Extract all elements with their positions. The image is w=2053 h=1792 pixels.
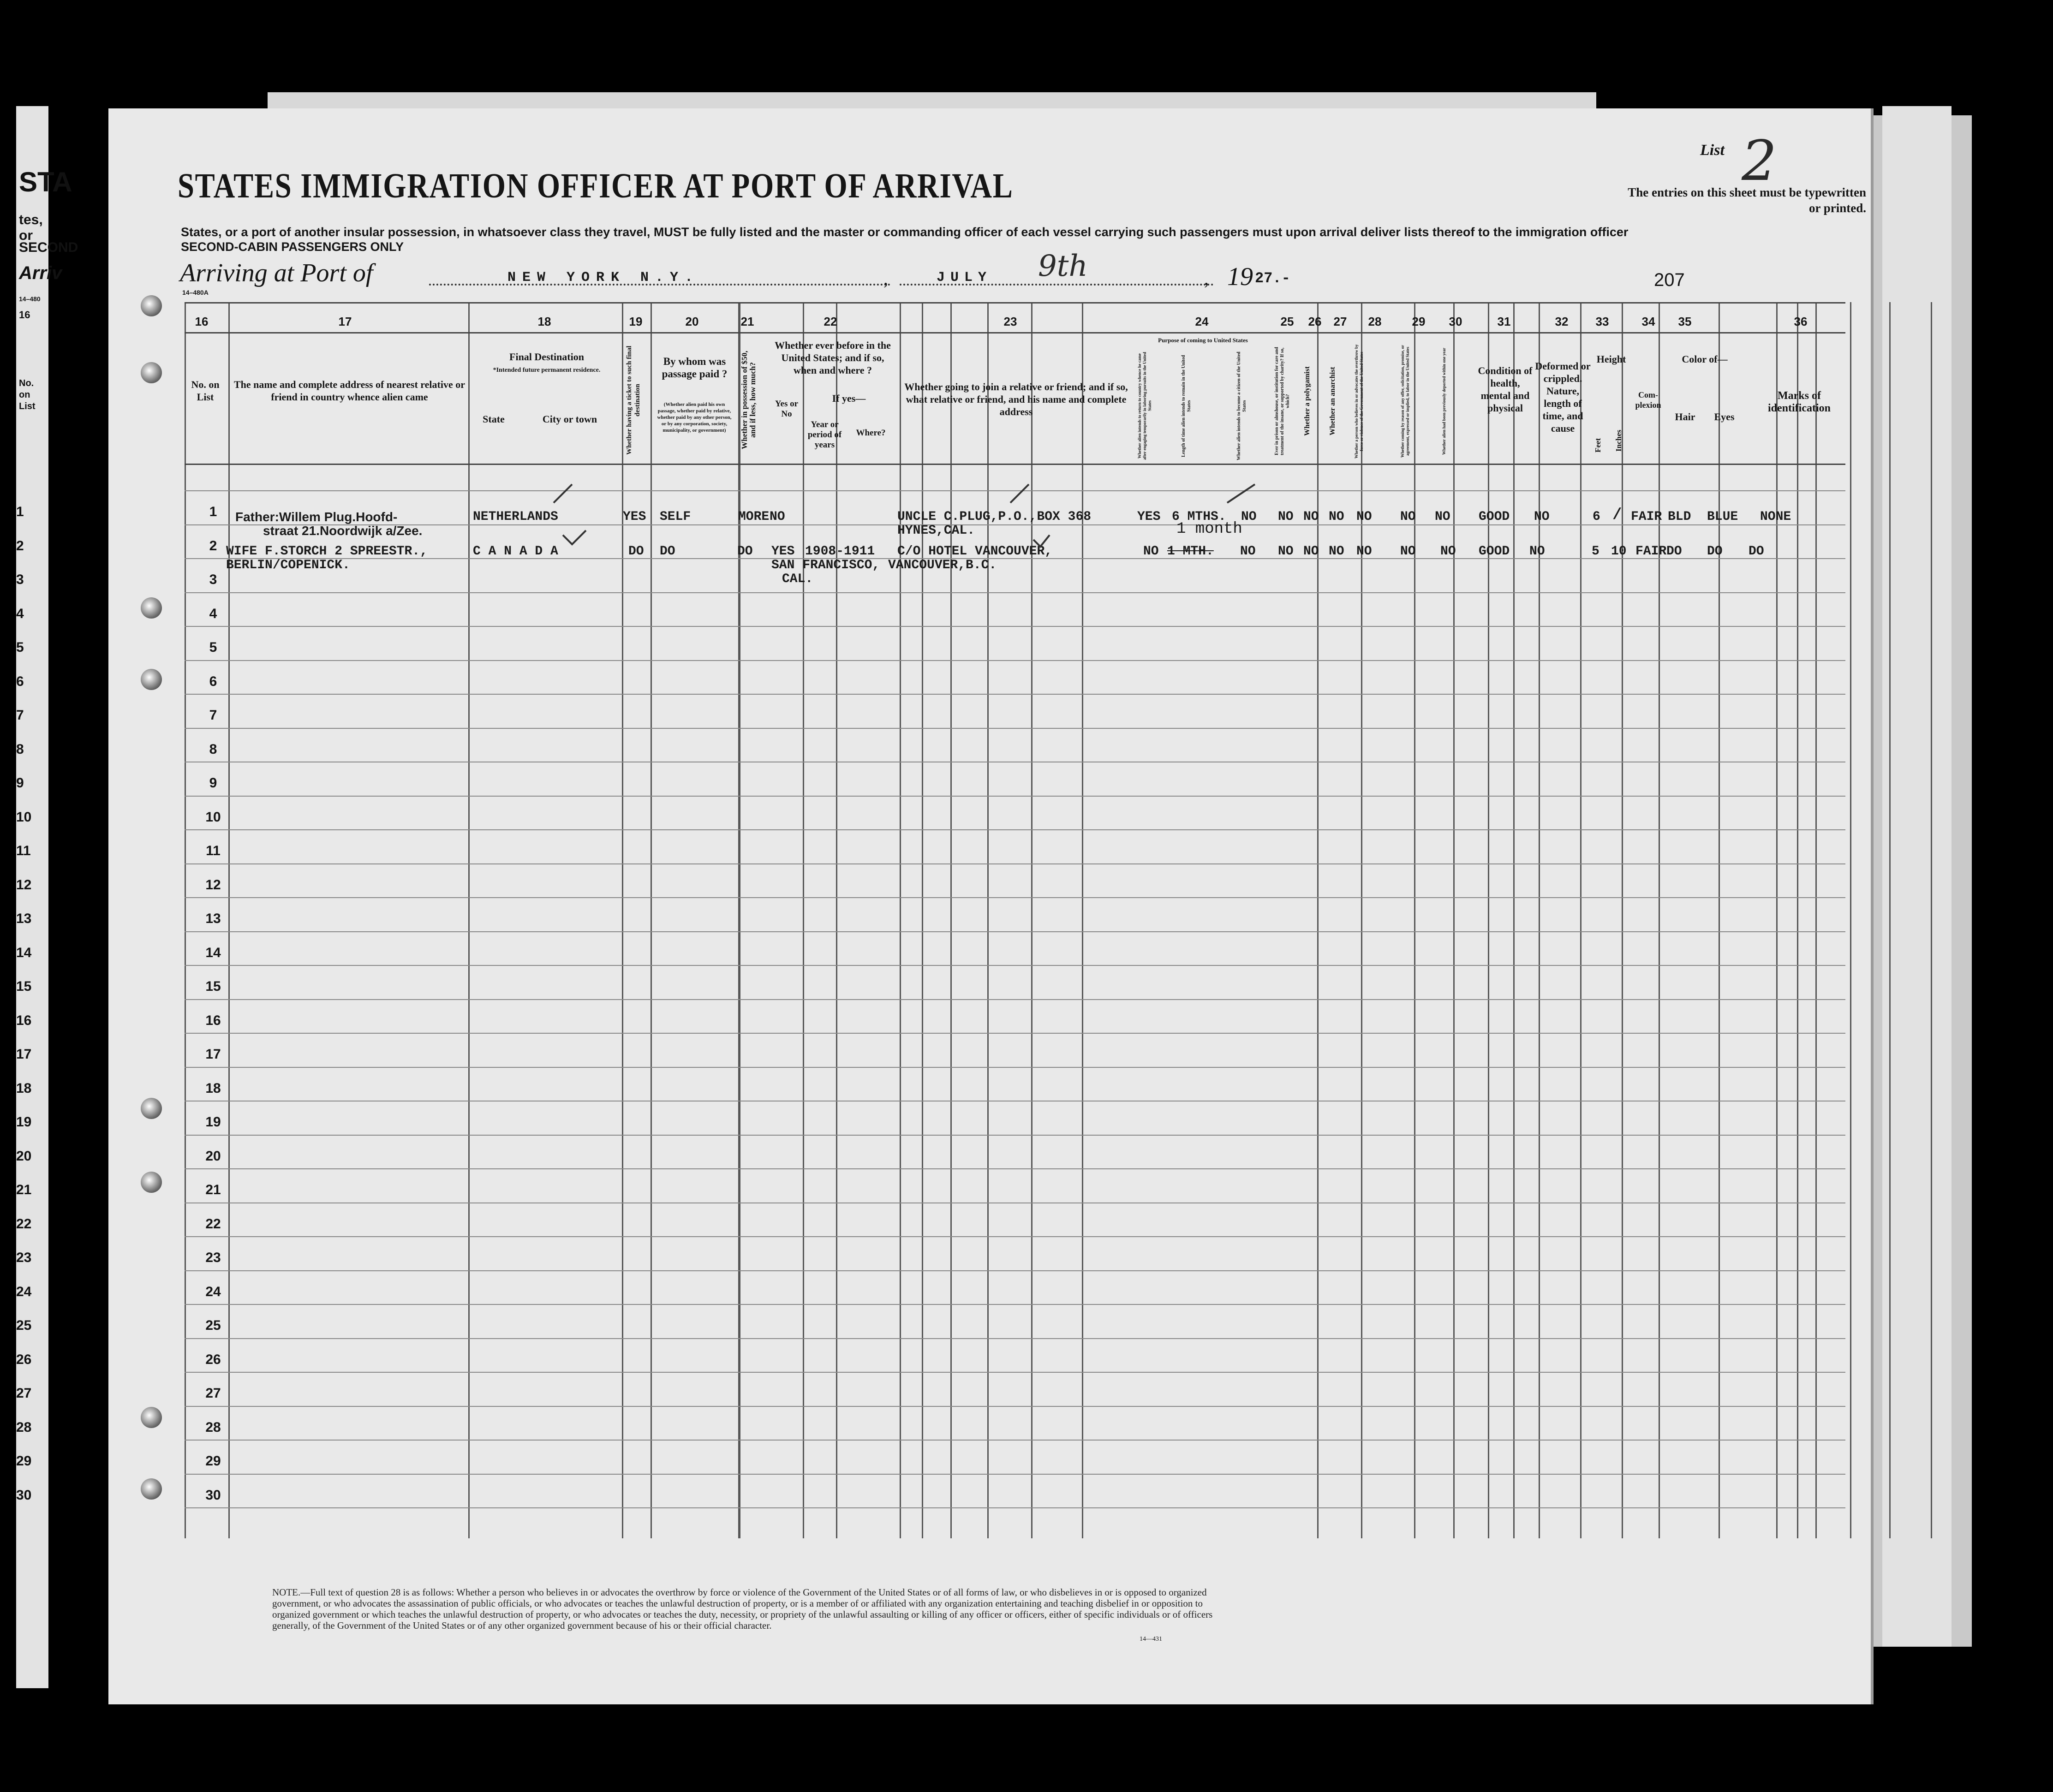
column-number: 31 <box>1497 315 1511 328</box>
row1-deformed: NO <box>1534 510 1550 524</box>
row2-before-us: YES <box>771 544 795 559</box>
column-number: 26 <box>1308 315 1322 328</box>
column-number: 30 <box>1449 315 1462 328</box>
fragment-text: No. <box>19 378 34 388</box>
fragment-row-number: 7 <box>16 708 24 723</box>
fragment-row-number: 13 <box>16 911 32 926</box>
row2-polygamist: NO <box>1303 544 1319 559</box>
row1-paid-by: SELF <box>660 510 691 524</box>
fragment-row-number: 11 <box>16 843 31 858</box>
row-number: 27 <box>205 1386 221 1401</box>
binder-hole <box>141 597 162 619</box>
grid-vertical-line <box>1622 302 1623 1538</box>
fragment-row-number: 17 <box>16 1047 32 1062</box>
fragment-text: 14–480 <box>19 295 41 303</box>
row2-length: 1 MTH. <box>1167 544 1214 559</box>
fragment-row-number: 3 <box>16 572 24 587</box>
row1-state: NETHERLANDS <box>473 510 558 524</box>
row-number: 2 <box>209 538 217 554</box>
grid-vertical-line <box>1580 302 1582 1538</box>
grid-vertical-line <box>1815 302 1817 1538</box>
header-paid-by: By whom was passage paid ? <box>662 356 728 380</box>
grid-row-line <box>185 694 1845 695</box>
column-number: 35 <box>1678 315 1692 328</box>
fragment-row-number: 2 <box>16 538 24 554</box>
grid-vertical-line <box>1776 302 1778 1538</box>
row2-inches: 10 <box>1611 544 1627 559</box>
year-suffix: 27.- <box>1255 270 1290 287</box>
day-value: 9th <box>1038 249 1088 283</box>
fragment-row-number: 30 <box>16 1487 32 1503</box>
row-number: 21 <box>205 1182 221 1197</box>
header-paid-by-note: (Whether alien paid his own passage, whether paid by relative, whether paid by any other person, or by any corporation, society, municipality, or government) <box>657 402 732 433</box>
column-number: 28 <box>1368 315 1382 328</box>
grid-header-line <box>185 302 1845 304</box>
row1-feet: 6 <box>1593 510 1600 524</box>
row2-period: 1908-1911 <box>805 544 875 559</box>
header-join-relative: Whether going to join a relative or friend; and if so, what relative or friend, and his name and complete address <box>904 381 1128 417</box>
port-value: NEW YORK N.Y. <box>507 270 700 286</box>
header-purpose-citizen: Whether alien intends to become a citizen of the United States <box>1236 351 1247 460</box>
fragment-text: Arriv <box>19 263 62 283</box>
grid-row-line <box>185 1372 1845 1373</box>
grid-row-line <box>185 796 1845 797</box>
grid-row-line <box>185 1507 1845 1508</box>
header-prison: Ever in prison or almshouse, or institution for care and treatment of the insane, or supported by charity? If so, which? <box>1274 347 1290 456</box>
fragment-row-number: 23 <box>16 1250 32 1265</box>
row-number: 15 <box>205 979 221 994</box>
fragment-row-number: 25 <box>16 1318 32 1333</box>
fragment-row-number: 12 <box>16 877 32 893</box>
grid-vertical-line <box>1659 302 1660 1538</box>
row-number: 23 <box>205 1250 221 1265</box>
grid-row-line <box>185 1304 1845 1305</box>
grid-row-line <box>185 863 1845 864</box>
grid-vertical-line <box>1931 302 1932 1538</box>
grid-row-line <box>185 728 1845 729</box>
fragment-text: SECOND <box>19 240 78 255</box>
row2-hair: DO <box>1666 544 1682 559</box>
binder-hole <box>141 1478 162 1500</box>
header-ticket: Whether having a ticket to such final destination <box>626 345 641 455</box>
grid-row-line <box>185 897 1845 898</box>
list-number: 2 <box>1742 129 1777 193</box>
row1-length: 6 MTHS. <box>1172 510 1226 524</box>
grid-vertical-line <box>1719 302 1720 1538</box>
row2-where-line1: SAN FRANCISCO, <box>771 558 880 572</box>
grid-vertical-line <box>1797 302 1798 1538</box>
grid-vertical-line <box>1361 302 1362 1538</box>
header-relative: The name and complete address of nearest relative or friend in country whence alien came <box>233 379 466 403</box>
row1-health: GOOD <box>1479 510 1510 524</box>
row-number: 18 <box>205 1080 221 1096</box>
row2-q30: NO <box>1440 544 1456 559</box>
fragment-row-number: 15 <box>16 979 32 994</box>
fragment-row-number: 20 <box>16 1148 32 1164</box>
grid-vertical-line <box>468 302 470 1538</box>
grid-header-line <box>185 332 1845 333</box>
row2-money: DO <box>737 544 753 559</box>
fragment-row-number: 4 <box>16 606 24 621</box>
fragment-text: STA <box>19 167 72 197</box>
fragment-row-number: 22 <box>16 1216 32 1232</box>
page-number: 207 <box>1654 270 1685 290</box>
fragment-row-number: 14 <box>16 945 32 960</box>
grid-row-line <box>185 626 1845 627</box>
row2-where-line2: CAL. <box>782 572 813 586</box>
row-number: 30 <box>205 1487 221 1503</box>
row-number: 11 <box>206 843 221 858</box>
row1-polygamist: NO <box>1303 510 1319 524</box>
row-number: 4 <box>209 606 217 621</box>
row1-citizen: NO <box>1241 510 1257 524</box>
grid-vertical-line <box>1850 302 1851 1538</box>
header-money: Whether in possession of $50, and if less, how much? <box>740 351 757 450</box>
row2-length-correction: 1 month <box>1176 520 1242 538</box>
row1-join-line2: HYNES,CAL. <box>897 524 975 538</box>
row-number: 28 <box>205 1419 221 1435</box>
row1-return: YES <box>1137 510 1161 524</box>
row1-marks: NONE <box>1760 510 1791 524</box>
row1-anarchist: NO <box>1329 510 1344 524</box>
header-yes-no: Yes or No <box>775 399 799 419</box>
header-q28: Whether a person who believes in or advocates the overthrow by force or violence of the Government of the United States <box>1354 344 1364 458</box>
fragment-text: 16 <box>19 309 30 321</box>
binder-hole <box>141 1098 162 1119</box>
row2-complexion: FAIR <box>1635 544 1667 559</box>
row-number: 8 <box>209 741 217 757</box>
row2-relative-line1: WIFE F.STORCH 2 SPREESTR., <box>226 544 428 559</box>
row-number: 1 <box>209 504 217 519</box>
row2-eyes: DO <box>1707 544 1723 559</box>
comma: , <box>883 268 888 289</box>
column-number: 33 <box>1595 315 1609 328</box>
row-number: 3 <box>209 572 217 587</box>
row2-return: NO <box>1143 544 1159 559</box>
header-complexion: Com-plexion <box>1635 390 1661 410</box>
column-number: 16 <box>195 315 209 328</box>
fragment-text: on <box>19 390 30 400</box>
fragment-row-number: 10 <box>16 809 32 825</box>
grid-row-line <box>185 1135 1845 1136</box>
header-eyes: Eyes <box>1714 411 1735 423</box>
column-number: 24 <box>1195 315 1209 328</box>
row-number: 5 <box>209 640 217 655</box>
row-number: 7 <box>209 708 217 723</box>
header-marks: Marks of identification <box>1768 390 1831 414</box>
row2-marks: DO <box>1749 544 1764 559</box>
row1-q30: NO <box>1435 510 1450 524</box>
fragment-text: List <box>19 401 36 411</box>
typewritten-note: The entries on this sheet must be typewritten or printed. <box>1628 185 1866 215</box>
header-final-destination: Final Destination <box>509 351 584 363</box>
row1-hair: BLD <box>1668 510 1691 524</box>
underlying-sheet-right-edge <box>1882 106 1952 1647</box>
row1-relative-line1: Father:Willem Plug.Hoofd- <box>235 510 398 524</box>
row-number: 16 <box>205 1012 221 1028</box>
column-number: 18 <box>537 315 551 328</box>
row1-eyes: BLUE <box>1707 510 1738 524</box>
column-number: 23 <box>1003 315 1017 328</box>
footnote-question-28: NOTE.—Full text of question 28 is as follows: Whether a person who believes in or advocates the overthrow by force or violence of the Government of the United States or of all forms of law, or who disbelieves in or is opposed to organized government, or who advocates the assassination of public officials, or who advocates or teaches the unlawful destruction of property, or is a member of or affiliated with any organization entertaining and teaching disbelief in or opposition to organized government or which teaches the unlawful destruction of property, or who advocates or teaches the duty, necessity, or propriety of the unlawful assaulting or killing of any officer or officers, either of specific individuals or of officers generally, of the Government of the United States or of any other organized government because of his or their official character. <box>272 1587 1213 1631</box>
fragment-row-number: 9 <box>16 775 24 791</box>
grid-row-line <box>185 1270 1845 1271</box>
grid-row-line <box>185 965 1845 966</box>
header-before-us: Whether ever before in the United States; and if so, when and where ? <box>775 339 891 376</box>
row-number: 13 <box>205 911 221 926</box>
grid-row-line <box>185 1067 1845 1068</box>
header-feet: Feet <box>1593 438 1602 452</box>
header-final-destination-note: *Intended future permanent residence. <box>493 367 601 374</box>
header-inches: Inches <box>1614 429 1623 452</box>
row1-join-line1: UNCLE C.PLUG,P.O.,BOX 368 <box>897 510 1092 524</box>
grid-row-line <box>185 1168 1845 1169</box>
fragment-row-number: 19 <box>16 1114 32 1130</box>
row2-q28: NO <box>1356 544 1372 559</box>
header-purpose: Purpose of coming to United States <box>1158 337 1248 344</box>
row-number: 24 <box>205 1284 221 1299</box>
year-prefix: 19 <box>1227 262 1253 291</box>
column-number: 20 <box>685 315 699 328</box>
header-state: State <box>483 413 505 425</box>
row2-ticket: DO <box>628 544 644 559</box>
grid-row-line <box>185 999 1845 1000</box>
header-polygamist: Whether a polygamist <box>1303 366 1311 436</box>
binder-hole <box>141 295 162 316</box>
row2-paid-by: DO <box>660 544 675 559</box>
binder-hole <box>141 1407 162 1428</box>
row-number: 19 <box>205 1114 221 1130</box>
header-period: Year or period of years <box>807 420 842 450</box>
header-no-on-list: No. on List <box>191 379 220 403</box>
row2-feet: 5 <box>1592 544 1599 559</box>
header-hair: Hair <box>1675 411 1695 423</box>
row2-health: GOOD <box>1479 544 1510 559</box>
row-number: 10 <box>205 809 221 825</box>
grid-vertical-line <box>1889 302 1891 1538</box>
fragment-row-number: 8 <box>16 741 24 757</box>
row1-inches: / <box>1612 506 1622 524</box>
fragment-row-number: 26 <box>16 1351 32 1367</box>
fragment-row-number: 24 <box>16 1284 32 1299</box>
grid-vertical-line <box>1513 302 1515 1538</box>
header-where: Where? <box>856 428 886 438</box>
row2-state: C A N A D A <box>473 544 558 559</box>
row1-complexion: FAIR <box>1631 510 1662 524</box>
column-number: 29 <box>1412 315 1426 328</box>
form-subtitle: States, or a port of another insular possession, in whatsoever class they travel, MUST be fully listed and the master or commanding officer of each vessel carrying such passengers must upon arrival deliver lists thereof to the immigration officer <box>181 225 1629 239</box>
binder-hole <box>141 362 162 383</box>
list-label: List <box>1700 142 1725 159</box>
grid-row-line <box>185 1440 1845 1441</box>
row-number: 17 <box>205 1047 221 1062</box>
row1-prison: NO <box>1278 510 1294 524</box>
column-number: 22 <box>824 315 837 328</box>
fragment-row-number: 21 <box>16 1182 32 1197</box>
column-number: 25 <box>1280 315 1294 328</box>
row2-join-line2: VANCOUVER,B.C. <box>888 558 997 572</box>
header-deformed: Deformed or crippled. Nature, length of time, and cause <box>1535 360 1591 434</box>
column-number: 19 <box>629 315 643 328</box>
fragment-row-number: 1 <box>16 504 24 519</box>
grid-row-line <box>185 829 1845 830</box>
row2-anarchist: NO <box>1329 544 1344 559</box>
grid-vertical-line <box>1488 302 1489 1538</box>
row1-q28: NO <box>1356 510 1372 524</box>
column-number: 34 <box>1641 315 1655 328</box>
handwritten-check-marks <box>544 457 1338 549</box>
grid-row-line <box>185 1474 1845 1475</box>
grid-vertical-line <box>1414 302 1415 1538</box>
row-number: 14 <box>205 945 221 960</box>
grid-vertical-line <box>185 302 186 1538</box>
header-height: Height <box>1596 353 1626 365</box>
binder-hole <box>141 1172 162 1193</box>
row-number: 22 <box>205 1216 221 1232</box>
fragment-text: tes, or <box>19 212 43 243</box>
fragment-row-number: 6 <box>16 673 24 689</box>
row1-q29: NO <box>1400 510 1416 524</box>
grid-row-line <box>185 592 1845 593</box>
footnote-code: 14—431 <box>1140 1636 1162 1643</box>
fragment-row-number: 29 <box>16 1453 32 1469</box>
header-purpose-length: Length of time alien intends to remain in the United States <box>1181 355 1192 457</box>
fragment-row-number: 16 <box>16 1012 32 1028</box>
row1-before-us: NO <box>770 510 785 524</box>
month-value: JULY <box>937 270 992 286</box>
grid-row-line <box>185 660 1845 661</box>
row-number: 6 <box>209 673 217 689</box>
row2-citizen: NO <box>1240 544 1256 559</box>
comma: , <box>1204 268 1209 289</box>
row2-deformed: NO <box>1529 544 1545 559</box>
row2-join-line1: C/O HOTEL VANCOUVER, <box>897 544 1053 559</box>
header-q29: Whether coming by reason of any offer, solicitation, promise, or agreement, expressed or implied, to labor in the United States <box>1400 345 1410 458</box>
row2-prison: NO <box>1278 544 1294 559</box>
header-condition: Condition of health, mental and physical <box>1478 365 1533 414</box>
grid-row-line <box>185 931 1845 932</box>
previous-page-fragment <box>16 106 78 1688</box>
header-purpose-return: Whether alien intends to return to country whence he came after engaging temporarily in laboring pursuits in the United States <box>1137 352 1152 460</box>
row-number: 29 <box>205 1453 221 1469</box>
fragment-row-number: 28 <box>16 1419 32 1435</box>
binder-hole <box>141 669 162 690</box>
fragment-row-number: 27 <box>16 1386 32 1401</box>
grid-row-line <box>185 1033 1845 1034</box>
fragment-row-number: 18 <box>16 1080 32 1096</box>
column-number: 21 <box>740 315 754 328</box>
column-number: 17 <box>338 315 352 328</box>
row1-relative-line2: straat 21.Noordwijk a/Zee. <box>263 524 423 538</box>
page-title: STATES IMMIGRATION OFFICER AT PORT OF ARRIVAL <box>178 167 1014 205</box>
grid-row-line <box>185 1338 1845 1339</box>
row-number: 12 <box>205 877 221 893</box>
grid-row-line <box>185 1406 1845 1407</box>
grid-row-line <box>185 1236 1845 1237</box>
grid-vertical-line <box>1539 302 1540 1538</box>
header-if-yes: If yes— <box>832 393 866 404</box>
fragment-row-number: 5 <box>16 640 24 655</box>
passenger-class: SECOND-CABIN PASSENGERS ONLY <box>181 240 404 254</box>
header-city: City or town <box>542 413 597 425</box>
column-number: 27 <box>1333 315 1347 328</box>
header-anarchist: Whether an anarchist <box>1329 367 1337 436</box>
grid-vertical-line <box>1453 302 1455 1538</box>
arriving-label: Arriving at Port of <box>180 259 373 287</box>
column-number: 36 <box>1794 315 1808 328</box>
row-number: 9 <box>209 775 217 791</box>
row2-relative-line2: BERLIN/COPENICK. <box>226 558 350 572</box>
row2-q29: NO <box>1400 544 1416 559</box>
row-number: 25 <box>205 1318 221 1333</box>
row1-money: MORE <box>738 510 770 524</box>
row1-ticket: YES <box>623 510 646 524</box>
column-number: 32 <box>1555 315 1569 328</box>
row-number: 20 <box>205 1148 221 1164</box>
form-code: 14–480A <box>182 289 209 296</box>
header-q30: Whether alien had been previously deported within one year <box>1442 347 1446 455</box>
row-number: 26 <box>205 1351 221 1367</box>
header-color-of: Color of— <box>1682 353 1728 365</box>
